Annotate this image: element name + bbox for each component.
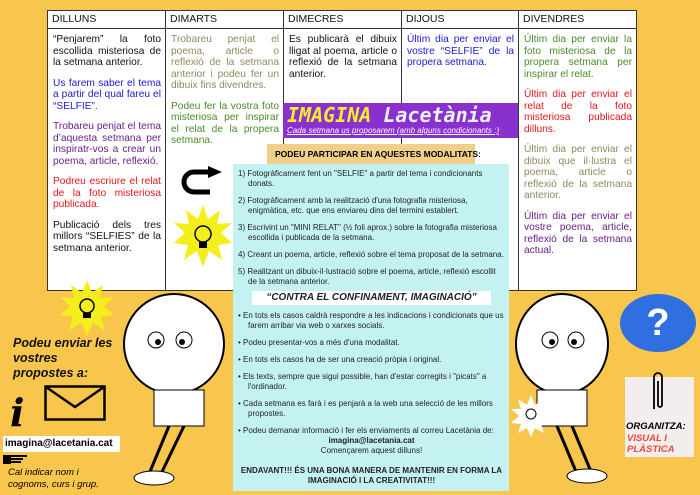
header-dilluns: DILLUNS	[48, 11, 165, 29]
header-dimarts: DIMARTS	[166, 11, 283, 29]
rule-item: • Podeu demanar informació i fer els enviaments al correu Lacetània de:	[238, 426, 494, 435]
rule-item: • Els texts, sempre que sigui possible, han d'estar corregits i "picats" a l'ordinador.	[238, 372, 487, 391]
modality-item: 5) Realitzant un dibuix-il·lustració sobre el poema, article, reflexió escollit de la setmana anterior.	[238, 267, 496, 286]
lightbulb-starburst-icon	[174, 205, 232, 267]
paperclip-icon	[649, 369, 667, 415]
contact-note: Cal indicar nom i cognoms, curs i grup.	[8, 467, 99, 490]
lightbulb-character-left	[114, 292, 232, 487]
modality-item: 3) Escrivint un "MINI RELAT" (½ foli aprox.) sobre la fotografia misteriosa escollida i publicada de la setmana.	[238, 223, 497, 242]
info-icon: i	[10, 390, 25, 435]
question-bubble-icon: ?	[620, 294, 696, 352]
contact-email-link[interactable]: imagina@lacetania.cat	[3, 436, 120, 452]
banner-title-imagina: IMAGINA	[287, 103, 372, 127]
column-dilluns	[48, 11, 166, 290]
dimecres-text-1: Es publicarà el dibuix lligat al poema, article o reflexió de la setmana anterior.	[289, 34, 397, 80]
lightbulb-character-right	[512, 292, 620, 487]
dijous-text-1: Últim dia per enviar el vostre “SELFIE” de la propera setmana.	[407, 34, 514, 68]
dilluns-text-4: Podreu escriure el relat de la foto misteriosa publicada.	[53, 176, 161, 210]
banner-subtitle: Cada setmana us proposarem (amb alguns condicionants :)	[287, 126, 500, 135]
header-dijous: DIJOUS	[402, 11, 518, 29]
panel-email-link[interactable]: imagina@lacetania.cat	[328, 436, 415, 445]
rule-item: • Podeu presentar-vos a més d'una modalitat.	[238, 338, 400, 347]
pointing-hand-icon	[3, 453, 29, 465]
dilluns-text-1: “Penjarem” la foto escollida misteriosa de la setmana anterior.	[53, 34, 161, 68]
column-divendres	[519, 11, 636, 290]
banner-title-lacetania: Lacetània	[383, 103, 492, 127]
slogan: “CONTRA EL CONFINAMENT, IMAGINACIÓ”	[252, 291, 491, 305]
modality-item: 4) Creant un poema, article, reflexió sobre el tema proposat de la setmana.	[238, 250, 504, 259]
header-divendres: DIVENDRES	[519, 11, 636, 29]
organizer-name: VISUAL I PLÀSTICA	[627, 433, 675, 455]
divendres-text-3: Últim dia per enviar el dibuix que il·lustra el poema, article o reflexió de la setmana anterior.	[524, 144, 632, 201]
start-note: Començarem aquest dilluns!	[320, 446, 423, 455]
divendres-text-2: Últim dia per enviar el relat de la foto misteriosa publicada dilluns.	[524, 89, 632, 135]
modality-item: 1) Fotogràficament fent un "SELFIE" a partir del tema i condicionants donats.	[238, 169, 483, 188]
dimarts-text-2: Podeu fer la vostra foto misteriosa per inspirar el relat de la propera setmana.	[171, 100, 279, 146]
lightbulb-starburst-icon	[511, 395, 551, 437]
dilluns-text-3: Trobareu penjat el tema d’aquesta setmana per inspiratr-vos a crear un poema, article, reflexió.	[53, 121, 161, 167]
curved-arrow-icon	[180, 166, 230, 200]
rule-item: • Cada setmana es farà i es penjarà a la web una selecció de les millors propostes.	[238, 399, 493, 418]
modalities-panel	[233, 164, 509, 491]
imagina-banner	[283, 103, 518, 138]
dilluns-text-5: Publicació dels tres millors “SELFIES” de la setmana anterior.	[53, 219, 161, 254]
rule-item: • En tots els casos caldrà respondre a les indicacions i condicionats que us farem arribar via web o xarxes socials.	[238, 311, 504, 330]
envelope-icon	[44, 385, 106, 421]
dilluns-text-2: Us farem saber el tema a partir del qual fareu el “SELFIE”.	[53, 77, 161, 112]
organizer-label: ORGANITZA:	[626, 421, 686, 432]
modalities-heading: PODEU PARTICIPAR EN AQUESTES MODALITATS:	[267, 144, 475, 164]
closing-message: ENDAVANT!!! ÉS UNA BONA MANERA DE MANTENIR EN FORMA LA IMAGINACIÓ I LA CREATIVITAT!!!	[240, 466, 503, 485]
divendres-text-1: Últim dia per enviar la foto misteriosa de la propera setmana per inspirar el relat.	[524, 34, 632, 80]
header-dimecres: DIMECRES	[284, 11, 401, 29]
lightbulb-starburst-icon	[60, 280, 114, 336]
modality-item: 2) Fotogràficament amb la realització d'una fotografia misteriosa, enigmàtica, etc. que ens enviareu dins del termini establert.	[238, 196, 468, 215]
rule-item: • En tots els casos ha de ser una creació pròpia i original.	[238, 355, 442, 364]
divendres-text-4: Últim dia per enviar el vostre poema, article, reflexió de la setmana actual.	[524, 210, 632, 256]
contact-heading: Podeu enviar les vostres propostes a:	[13, 336, 113, 380]
dimarts-text-1: Trobareu penjat el poema, article o reflexió de la setmana anterior i podeu fer un dibuix fins divendres.	[171, 34, 279, 91]
organizer-card	[625, 377, 694, 457]
